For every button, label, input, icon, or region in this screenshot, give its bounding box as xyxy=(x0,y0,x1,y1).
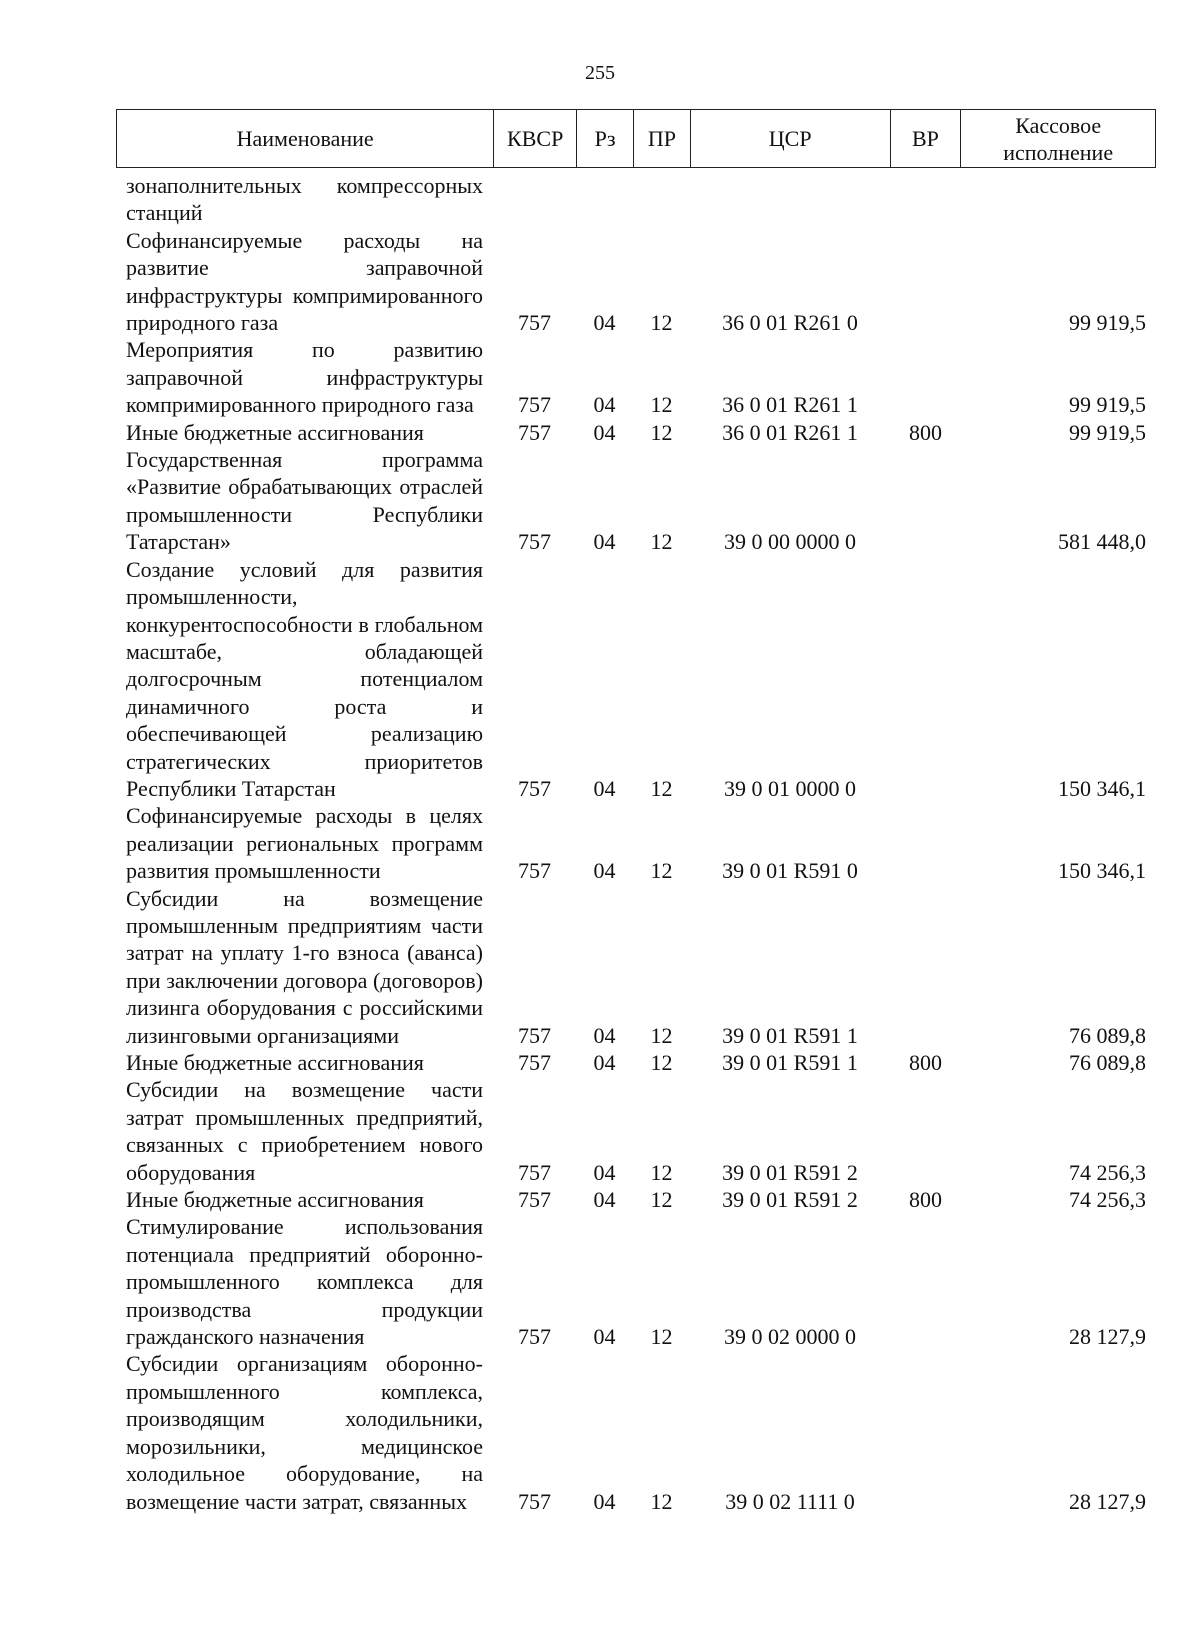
table-row xyxy=(116,1076,1156,1186)
header-kvsr: КВСР xyxy=(493,110,576,167)
row-pr: 12 xyxy=(650,1187,673,1213)
row-kvsr: 757 xyxy=(518,1022,551,1048)
row-csr: 36 0 01 R261 1 xyxy=(722,419,858,445)
row-csr: 39 0 01 R591 1 xyxy=(722,1022,858,1048)
row-pr: 12 xyxy=(650,310,673,336)
row-vr: 800 xyxy=(909,1187,942,1213)
row-kvsr: 757 xyxy=(518,310,551,336)
row-name: Субсидии на возмещение части затрат промышленных предприятий, связанных с приобретением нового оборудования xyxy=(126,1077,483,1185)
row-csr: 39 0 01 R591 1 xyxy=(722,1050,858,1075)
row-name: Субсидии организациям оборонно-промышленного комплекса, производящим холодильники, морозильники, медицинское холодильное оборудование, на возмещение части затрат, связанных xyxy=(126,1351,483,1514)
row-pr: 12 xyxy=(650,1324,673,1350)
header-rz: Рз xyxy=(576,110,633,167)
row-pr: 12 xyxy=(650,529,673,555)
row-kvsr: 757 xyxy=(518,1488,551,1514)
row-vr: 800 xyxy=(909,1050,942,1075)
row-sum: 76 089,8 xyxy=(1069,1022,1146,1048)
row-kvsr: 757 xyxy=(518,419,551,445)
row-rz: 04 xyxy=(593,529,616,555)
row-name: Софинансируемые расходы в целях реализации региональных программ развития промышленности xyxy=(126,803,483,884)
row-pr: 12 xyxy=(650,419,673,445)
row-kvsr: 757 xyxy=(518,1159,551,1185)
row-rz: 04 xyxy=(593,1159,616,1185)
row-rz: 04 xyxy=(593,1050,616,1075)
table-row xyxy=(116,885,1156,1049)
row-pr: 12 xyxy=(650,775,673,801)
table-row xyxy=(116,1186,1156,1213)
table-header xyxy=(116,109,1156,168)
table-row xyxy=(116,1049,1156,1076)
row-kvsr: 757 xyxy=(518,775,551,801)
row-sum: 99 919,5 xyxy=(1069,419,1146,445)
table-row xyxy=(116,419,1156,446)
row-name: Иные бюджетные ассигнования xyxy=(126,1187,424,1213)
row-pr: 12 xyxy=(650,858,673,884)
row-kvsr: 757 xyxy=(518,1187,551,1213)
row-kvsr: 757 xyxy=(518,1324,551,1350)
row-csr: 39 0 00 0000 0 xyxy=(724,529,856,555)
row-name: Создание условий для развития промышленности, конкурентоспособности в глобальном масштабе, обладающей долгосрочным потенциалом динамичного роста и обеспечивающей реализацию стратегических приоритетов Республики Татарстан xyxy=(126,556,483,801)
row-csr: 36 0 01 R261 1 xyxy=(722,392,858,418)
row-name: Иные бюджетные ассигнования xyxy=(126,1050,424,1075)
row-sum: 99 919,5 xyxy=(1069,310,1146,336)
row-sum: 28 127,9 xyxy=(1069,1488,1146,1514)
table-body xyxy=(116,168,1156,1515)
row-csr: 39 0 01 R591 2 xyxy=(722,1159,858,1185)
table-row xyxy=(116,556,1156,803)
table-row xyxy=(116,1213,1156,1350)
row-name: Субсидии на возмещение промышленным предприятиям части затрат на уплату 1-го взноса (аванса) при заключении договора (договоров) лизинга оборудования с российскими лизинговыми организациями xyxy=(126,885,483,1048)
table-row xyxy=(116,1350,1156,1514)
header-csr: ЦСР xyxy=(690,110,890,167)
row-rz: 04 xyxy=(593,858,616,884)
row-kvsr: 757 xyxy=(518,392,551,418)
table-row xyxy=(116,172,1156,227)
row-pr: 12 xyxy=(650,1488,673,1514)
row-rz: 04 xyxy=(593,1324,616,1350)
row-pr: 12 xyxy=(650,1050,673,1075)
row-rz: 04 xyxy=(593,1488,616,1514)
row-sum: 74 256,3 xyxy=(1069,1159,1146,1185)
header-name: Наименование xyxy=(236,126,374,151)
row-rz: 04 xyxy=(593,775,616,801)
row-rz: 04 xyxy=(593,1187,616,1213)
row-sum: 99 919,5 xyxy=(1069,392,1146,418)
row-rz: 04 xyxy=(593,1022,616,1048)
row-name: зонаполнительных компрессорных станций xyxy=(126,173,483,226)
row-sum: 150 346,1 xyxy=(1058,775,1146,801)
row-kvsr: 757 xyxy=(518,529,551,555)
table-row xyxy=(116,227,1156,337)
row-sum: 76 089,8 xyxy=(1069,1050,1146,1075)
header-pr: ПР xyxy=(633,110,690,167)
row-sum: 28 127,9 xyxy=(1069,1324,1146,1350)
header-sum: Кассовое исполнение xyxy=(960,110,1155,167)
row-pr: 12 xyxy=(650,1159,673,1185)
row-csr: 36 0 01 R261 0 xyxy=(722,310,858,336)
row-sum: 74 256,3 xyxy=(1069,1187,1146,1213)
budget-table xyxy=(116,109,1156,1515)
row-csr: 39 0 02 0000 0 xyxy=(724,1324,856,1350)
row-rz: 04 xyxy=(593,419,616,445)
table-row xyxy=(116,802,1156,884)
row-csr: 39 0 01 R591 0 xyxy=(722,858,858,884)
row-name: Стимулирование использования потенциала предприятий оборонно-промышленного комплекса для производства продукции гражданского назначения xyxy=(126,1214,483,1350)
table-row xyxy=(116,446,1156,556)
row-name: Иные бюджетные ассигнования xyxy=(126,419,424,445)
page-number: 255 xyxy=(585,62,615,84)
row-csr: 39 0 01 0000 0 xyxy=(724,775,856,801)
row-name: Государственная программа «Развитие обрабатывающих отраслей промышленности Республики Татарстан» xyxy=(126,447,483,555)
row-csr: 39 0 01 R591 2 xyxy=(722,1187,858,1213)
row-kvsr: 757 xyxy=(518,858,551,884)
row-pr: 12 xyxy=(650,392,673,418)
row-sum: 150 346,1 xyxy=(1058,858,1146,884)
row-csr: 39 0 02 1111 0 xyxy=(725,1488,855,1514)
row-vr: 800 xyxy=(909,419,942,445)
row-pr: 12 xyxy=(650,1022,673,1048)
row-rz: 04 xyxy=(593,392,616,418)
row-name: Мероприятия по развитию заправочной инфраструктуры компримированного природного газа xyxy=(126,337,483,418)
row-name: Софинансируемые расходы на развитие заправочной инфраструктуры компримированного природного газа xyxy=(126,227,483,336)
header-vr: ВР xyxy=(890,110,961,167)
table-row xyxy=(116,336,1156,418)
row-kvsr: 757 xyxy=(518,1050,551,1075)
row-rz: 04 xyxy=(593,310,616,336)
row-sum: 581 448,0 xyxy=(1058,529,1146,555)
